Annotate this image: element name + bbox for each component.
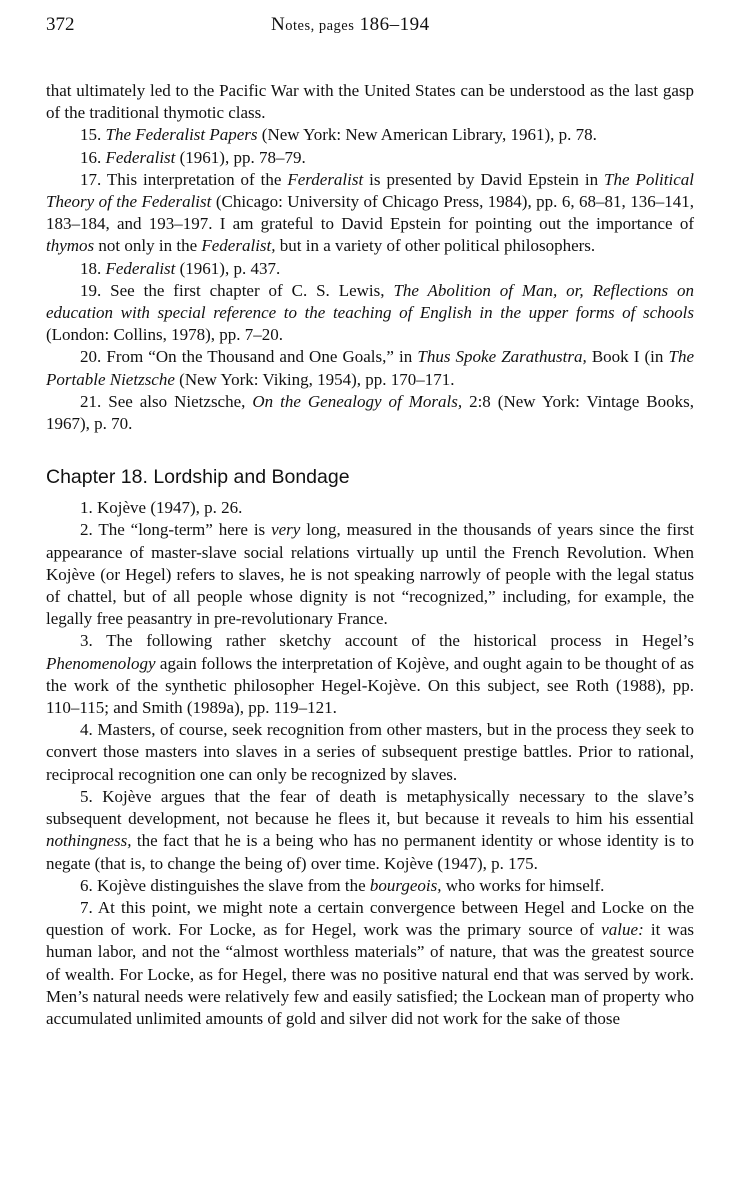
ch18-note-7: 7. At this point, we might note a certain convergence between Hegel and Locke on the question of work. For Locke, as for Hegel, work was the primary source of value: it was human labor, and not the “almost worthless materials” of nature, that was the greatest source of wealth. For Locke, as for Hegel, there was no positive natural end that was served by work. Men’s natural needs were relatively few and easily satisfied; the Lockean man of property who accumulated unlimited amounts of gold and silver did not work for the sake of those — [46, 897, 695, 1028]
note-19: 19. See the first chapter of C. S. Lewis, The Abolition of Man, or, Reflections on education with special reference to the teaching of English in the upper forms of schools (London: Collins, 1978), pp. 7–20. — [46, 280, 695, 345]
note-17: 17. This interpretation of the Ferderalist is presented by David Epstein in The Political Theory of the Federalist (Chicago: University of Chicago Press, 1984), pp. 6, 68–81, 136–141, 183–184, and 193–197. I am grateful to David Epstein for pointing out the importance of thymos not only in the Federalist, but in a variety of other political philosophers. — [46, 169, 694, 256]
page-number: 372 — [46, 14, 75, 35]
continued-note-text: that ultimately led to the Pacific War with the United States can be understood as the last gasp of the traditional thymotic class. — [46, 81, 694, 123]
notes-body — [46, 80, 694, 1030]
note-15: 15. The Federalist Papers (New York: New American Library, 1961), p. 78. — [80, 125, 597, 145]
note-21: 21. See also Nietzsche, On the Genealogy of Morals, 2:8 (New York: Vintage Books, 1967), p. 70. — [46, 391, 695, 434]
chapter-heading: Chapter 18. Lordship and Bondage — [46, 466, 350, 489]
note-16: 16. Federalist (1961), pp. 78–79. — [80, 147, 306, 167]
ch18-note-2: 2. The “long-term” here is very long, measured in the thousands of years since the first appearance of master-slave social relations virtually up until the French Revolution. When Kojève (or Hegel) refers to slaves, he is not speaking narrowly of people with the legal status of chattel, but of all people whose dignity is not “recognized,” including, for example, the legally free peasantry in pre-revolutionary France. — [46, 520, 694, 629]
running-head: Notes, pages 186–194 — [271, 14, 430, 35]
ch18-note-6: 6. Kojève distinguishes the slave from the bourgeois, who works for himself. — [80, 875, 605, 895]
page-header — [46, 14, 694, 42]
ch18-note-3: 3. The following rather sketchy account of the historical process in Hegel’s Phenomenology again follows the interpretation of Kojève, and ought again to be thought of as the work of the synthetic philosopher Hegel-Kojève. On this subject, see Roth (1988), pp. 110–115; and Smith (1989a), pp. 119–121. — [46, 631, 694, 718]
note-20: 20. From “On the Thousand and One Goals,” in Thus Spoke Zarathustra, Book I (in The Portable Nietzsche (New York: Viking, 1954), pp. 170–171. — [46, 347, 694, 389]
document-page — [46, 14, 694, 1030]
ch18-note-4: 4. Masters, of course, seek recognition from other masters, but in the process they seek to convert those masters into slaves in a series of subsequent prestige battles. Prior to rational, reciprocal recognition one can only be recognized by slaves. — [46, 720, 695, 784]
ch18-note-5: 5. Kojève argues that the fear of death is metaphysically necessary to the slave’s subsequent development, not because he flees it, but because it reveals to him his essential nothingness, the fact that he is a being who has no permanent identity or whose identity is to negate (that is, to change the being of) over time. Kojève (1947), p. 175. — [46, 786, 694, 873]
note-18: 18. Federalist (1961), p. 437. — [80, 258, 281, 278]
ch18-note-1: 1. Kojève (1947), p. 26. — [80, 498, 243, 518]
